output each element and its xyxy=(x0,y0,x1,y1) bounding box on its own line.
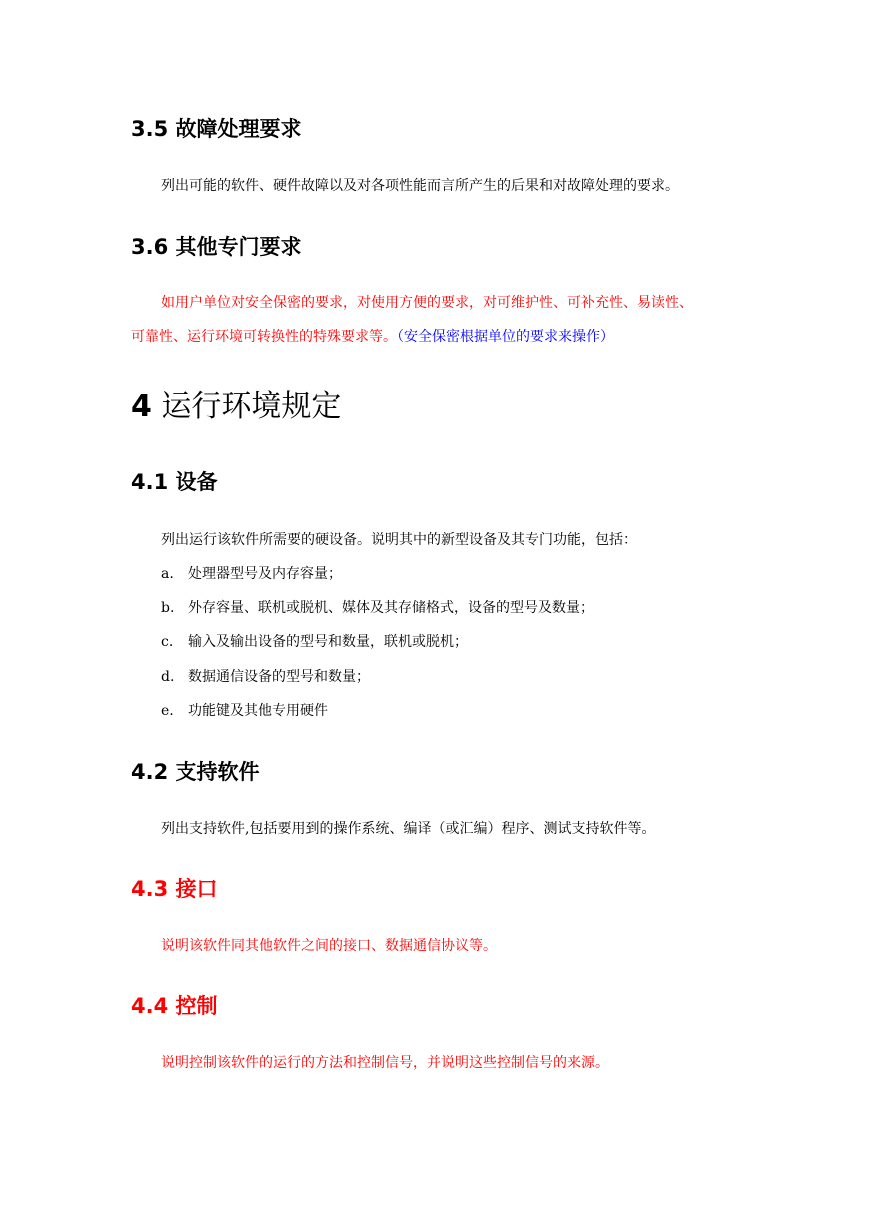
heading-4-1: 4.1 设备 xyxy=(131,470,218,494)
list-item-b xyxy=(161,598,594,618)
list-item-d xyxy=(161,667,370,687)
paragraph-3-5: 列出可能的软件、硬件故障以及对各项性能而言所产生的后果和对故障处理的要求。 xyxy=(161,178,679,194)
paragraph-3-6-line2 xyxy=(131,327,614,347)
list-marker: d. xyxy=(161,669,175,685)
heading-3-5: 3.5 故障处理要求 xyxy=(131,117,302,141)
heading-4-number: 4 xyxy=(131,389,152,424)
heading-4-3: 4.3 接口 xyxy=(131,877,218,901)
paragraph-3-6-line1: 如用户单位对安全保密的要求，对使用方便的要求，对可维护性、可补充性、易读性、 xyxy=(161,295,693,311)
list-marker: a. xyxy=(161,566,174,582)
paragraph-4-3: 说明该软件同其他软件之间的接口、数据通信协议等。 xyxy=(161,938,497,954)
list-item-text: 功能键及其他专用硬件 xyxy=(188,703,328,719)
paragraph-4-1-intro: 列出运行该软件所需要的硬设备。说明其中的新型设备及其专门功能，包括： xyxy=(161,532,637,548)
paragraph-3-6-blue-note: （安全保密根据单位的要求来操作） xyxy=(397,329,614,345)
paragraph-4-2: 列出支持软件,包括要用到的操作系统、编译（或汇编）程序、测试支持软件等。 xyxy=(161,821,656,837)
list-item-a xyxy=(161,564,342,584)
list-item-c xyxy=(161,632,468,652)
heading-3-6: 3.6 其他专门要求 xyxy=(131,235,302,259)
paragraph-4-4: 说明控制该软件的运行的方法和控制信号，并说明这些控制信号的来源。 xyxy=(161,1055,609,1071)
heading-4-4: 4.4 控制 xyxy=(131,994,218,1018)
list-item-text: 输入及输出设备的型号和数量，联机或脱机； xyxy=(188,634,468,650)
paragraph-3-6-red-text: 可靠性、运行环境可转换性的特殊要求等。 xyxy=(131,329,397,345)
list-marker: b. xyxy=(161,600,175,616)
heading-4-title: 运行环境规定 xyxy=(161,389,342,424)
list-item-text: 数据通信设备的型号和数量； xyxy=(188,669,370,685)
list-item-e xyxy=(161,701,328,721)
list-item-text: 外存容量、联机或脱机、媒体及其存储格式，设备的型号及数量； xyxy=(188,600,594,616)
list-marker: c. xyxy=(161,634,174,650)
heading-4 xyxy=(131,389,341,425)
list-item-text: 处理器型号及内存容量； xyxy=(188,566,342,582)
list-marker: e. xyxy=(161,703,174,719)
heading-4-2: 4.2 支持软件 xyxy=(131,760,260,784)
